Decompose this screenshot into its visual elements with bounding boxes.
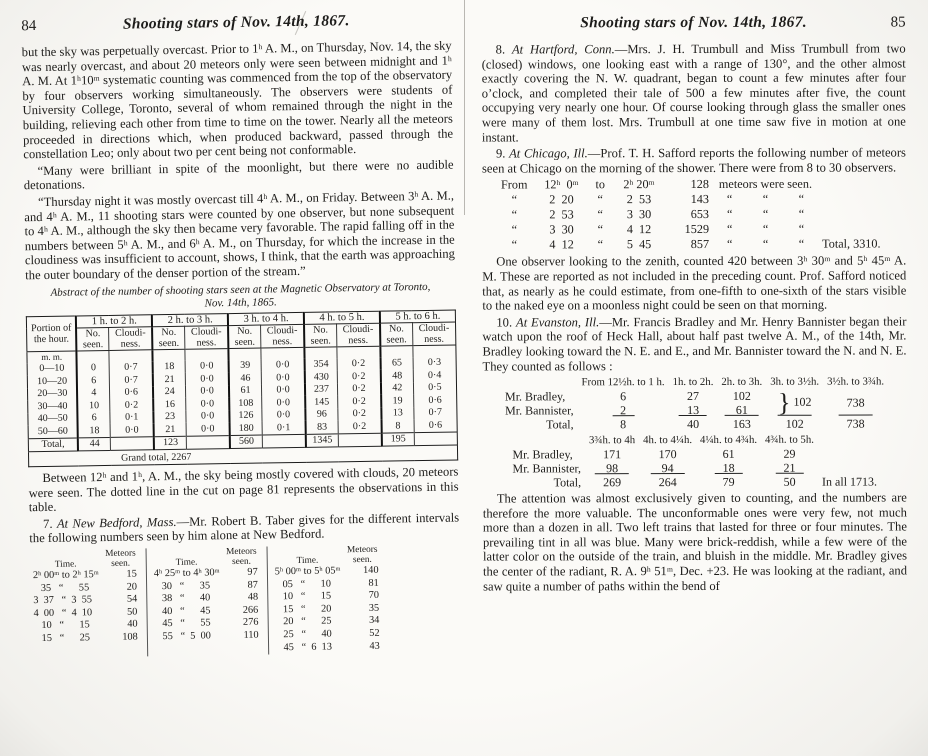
table-cell: 140 xyxy=(363,564,379,576)
table-cell xyxy=(337,346,381,358)
table-cell: 0·0 xyxy=(261,371,305,384)
table-cell: meteors were seen. xyxy=(718,177,813,192)
table-cell: 123 xyxy=(154,436,186,450)
item-place: At Hartford, Conn. xyxy=(511,42,615,57)
table-cell: 50 xyxy=(761,475,818,489)
table-cell: 8 xyxy=(382,419,414,433)
table-cell: 16 xyxy=(153,398,185,411)
table-cell: 27 xyxy=(687,389,700,404)
table-cell: 1529 xyxy=(684,222,710,237)
table-cell: 276 xyxy=(242,616,259,629)
table-cell xyxy=(818,447,881,461)
table-cell: 0·0 xyxy=(262,396,306,409)
page-number: 85 xyxy=(890,14,906,31)
table-row xyxy=(508,447,881,462)
brace-glyph: } xyxy=(777,388,791,418)
table-cell: 79 xyxy=(696,475,761,489)
column-header: 4 h. to 5 h. xyxy=(304,311,380,324)
column-header: From 12½h. to 1 h. xyxy=(581,376,665,389)
column-header: Time. xyxy=(296,555,319,566)
column-header: Time. xyxy=(175,557,198,568)
table-row xyxy=(501,389,888,404)
table-cell: 0·0 xyxy=(186,410,230,423)
item-number: 10. xyxy=(496,315,517,330)
table-cell: 21 xyxy=(783,460,796,475)
table-cell: 0·2 xyxy=(110,398,154,411)
table-row xyxy=(273,640,383,654)
table-cell: 0·2 xyxy=(338,407,382,420)
table-row xyxy=(508,433,881,448)
table-cell: 40 xyxy=(669,417,718,431)
table-cell: 83 xyxy=(306,420,338,434)
table-cell: 94 xyxy=(661,461,674,476)
item-place: At Chicago, Ill. xyxy=(509,146,588,161)
column-header: Meteors seen. xyxy=(105,548,136,569)
table-cell: 38 “ 40 xyxy=(154,592,211,605)
table-cell xyxy=(414,431,457,445)
column-header: No. seen. xyxy=(380,322,413,346)
column-header: 5 h. to 6 h. xyxy=(380,310,456,323)
table-cell: Total, xyxy=(28,437,78,451)
new-bedford-column xyxy=(145,547,262,657)
table-cell: 1345 xyxy=(306,433,338,447)
table-cell: 0·2 xyxy=(337,357,381,370)
column-header: 1 h. to 2 h. xyxy=(76,314,152,327)
column-header: 4¾h. to 5h. xyxy=(765,433,814,446)
table-cell: 3 30 xyxy=(626,207,652,222)
table-row xyxy=(501,417,888,432)
column-header: No. seen. xyxy=(228,325,261,349)
evanston-table-part2 xyxy=(508,433,881,490)
table-cell xyxy=(817,222,928,237)
table-cell: 8 xyxy=(578,417,669,431)
table-cell: 2 53 xyxy=(626,192,652,207)
table-cell: 0·1 xyxy=(110,411,154,424)
column-header xyxy=(501,375,578,389)
table-cell: 143 xyxy=(690,192,709,207)
table-cell: 05 “ 10 xyxy=(274,578,332,590)
paragraph: The attention was almost exclusively given to counting, and the numbers are therefore the more valuable. The unconformable ones were very few, not much more than a dozen in all. Two left trains that lasted for three or four minutes. The prevailing tint in all was blue. Many were brick-reddish, while a few were of the latter color on the outside of the train, and bluish in the middle. Mr. Bradley gives the center of the radiant, R. A. 9ʰ 51ᵐ, Dec. +23. He was looking at the radiant, and saw quite a number of paths within the bend of xyxy=(482,490,908,594)
table-cell: 42 xyxy=(381,382,413,395)
table-cell: 2ʰ 00ᵐ to 2ʰ 15ᵐ xyxy=(32,569,99,582)
table-row xyxy=(30,548,140,570)
table-cell: “ xyxy=(597,222,604,237)
table-cell: 0·0 xyxy=(261,383,305,396)
combined-count: 738 xyxy=(846,395,865,410)
table-cell: 4 00 “ 4 10 xyxy=(33,606,93,619)
running-header xyxy=(482,13,906,32)
paragraph: 9. At Chicago, Ill.—Prof. T. H. Safford reports the following number of meteors seen at Chicago on the morning of the shower. There were from 8 to 30 observers. xyxy=(481,145,906,176)
table-cell xyxy=(77,350,109,362)
table-cell: 87 xyxy=(247,579,258,591)
table-cell: “ xyxy=(511,237,518,252)
table-cell xyxy=(380,345,412,357)
table-cell: 0·6 xyxy=(414,418,457,432)
table-row xyxy=(501,375,888,390)
toronto-observatory-table xyxy=(26,309,458,467)
observer-label: Mr. Bradley, xyxy=(512,447,573,462)
table-cell: 102 xyxy=(766,417,823,431)
item-number: 7. xyxy=(43,516,58,531)
table-cell: 430 xyxy=(305,370,337,383)
table-cell: 48 xyxy=(247,591,259,603)
running-header xyxy=(21,11,451,36)
table-cell: 20—30 xyxy=(37,387,68,400)
table-cell: 0·0 xyxy=(186,422,230,436)
table-cell: 18 xyxy=(78,424,110,438)
table-cell: Total, 3310. xyxy=(822,236,881,252)
table-cell xyxy=(262,434,306,448)
table-cell: 126 xyxy=(230,409,262,422)
evanston-table-part1 xyxy=(501,375,888,432)
table-cell: 0·1 xyxy=(262,421,306,435)
table-cell: 2 xyxy=(620,403,627,418)
table-cell: “ “ “ xyxy=(726,192,805,207)
table-cell: 6 xyxy=(77,374,109,387)
column-header: 4h. to 4¼h. xyxy=(643,434,693,447)
table-cell: 70 xyxy=(368,589,380,602)
table-cell: 0·6 xyxy=(413,393,456,406)
column-header: 2 h. to 3 h. xyxy=(152,313,228,326)
column-header: No. seen. xyxy=(304,323,337,347)
table-cell: 108 xyxy=(229,397,261,410)
table-cell: 6 xyxy=(620,389,627,404)
table-cell: 13 xyxy=(381,407,413,420)
table-cell: 45 “ 6 13 xyxy=(275,641,333,653)
braced-combined-count: } 102 xyxy=(777,388,812,418)
column-header: Meteors seen. xyxy=(226,546,257,568)
table-cell xyxy=(818,461,881,475)
paragraph: 10. At Evanston, Ill.—Mr. Francis Bradley and Mr. Henry Bannister began their watch upon the roof of Heck Hall, about half past twelve A. M., of the 14th, Mr. Bradley looking toward the N. E. and E., and Mr. Bannister toward the N. and N. E. They counted as follows : xyxy=(482,314,907,374)
paragraph: 7. At New Bedford, Mass.—Mr. Robert B. Taber gives for the different intervals the following numbers seen by him alone at New Bedford. xyxy=(29,510,460,546)
table-cell: 15 “ 25 xyxy=(33,632,91,645)
table-cell xyxy=(109,349,153,361)
table-cell: 46 xyxy=(229,372,261,385)
table-cell: 13 xyxy=(687,403,700,418)
table-cell: 97 xyxy=(247,566,258,578)
paragraph: “Many were brilliant in spite of the moonlight, but there were no audible detonations. xyxy=(23,157,454,193)
table-cell: 21 xyxy=(153,373,185,386)
table-cell: 0·0 xyxy=(186,397,230,410)
column-header: Cloudi-ness. xyxy=(260,324,304,348)
table-cell: 10—20 xyxy=(37,375,68,387)
table-cell: 0·0 xyxy=(110,423,154,437)
table-cell: 145 xyxy=(305,395,337,408)
table-cell: 98 xyxy=(606,461,619,476)
page-number: 84 xyxy=(21,18,37,35)
table-cell: 44 xyxy=(78,437,110,451)
table-cell: 24 xyxy=(153,385,185,398)
item-place: At New Bedford, Mass. xyxy=(56,514,177,531)
table-cell xyxy=(229,348,261,360)
paragraph: 8. At Hartford, Conn.—Mrs. J. H. Trumbull and Miss Trumbull from two (closed) windows, one looking east with a range of 130°, and the other almost exactly covering the N. W. quadrant, began to count a few minutes after four o’clock, and completed their tale of 500 a few minutes after five, the count occupying very nearly one hour. Of course looking through glass the smaller ones were many of them lost. Mrs. Trumbull at one time saw five in motion at one instant. xyxy=(481,41,906,145)
table-cell: 857 xyxy=(690,237,710,252)
new-bedford-column xyxy=(266,545,383,655)
table-cell: 15 xyxy=(126,568,137,580)
table-cell: 23 xyxy=(154,410,186,423)
table-cell xyxy=(110,436,154,450)
table-cell: 18 xyxy=(722,460,735,476)
table-cell: “ xyxy=(597,192,603,207)
table-cell: 48 xyxy=(381,369,413,382)
table-cell: 50—60 xyxy=(37,425,68,437)
table-cell: “ “ “ xyxy=(726,207,805,222)
table-cell: 19 xyxy=(381,394,413,407)
table-cell: 10 “ 15 xyxy=(33,619,90,632)
table-cell: 266 xyxy=(242,604,259,616)
table-cell: 0·7 xyxy=(109,361,153,374)
new-bedford-column xyxy=(30,548,142,658)
table-cell: 653 xyxy=(690,207,710,222)
table-cell: From xyxy=(500,177,528,192)
total-label: Total, xyxy=(546,417,574,432)
table-cell: 163 xyxy=(717,417,766,431)
new-bedford-table xyxy=(30,543,462,658)
table-cell: 39 xyxy=(229,359,261,372)
table-cell: 18 xyxy=(153,360,185,373)
table-cell: 0·0 xyxy=(262,408,306,421)
table-cell: 61 xyxy=(722,446,735,462)
table-cell: 110 xyxy=(243,629,259,641)
table-row xyxy=(509,475,882,490)
table-cell: 10 “ 15 xyxy=(274,590,332,603)
column-header: 3h. to 3½h. xyxy=(770,375,820,388)
table-cell: 269 xyxy=(585,475,639,489)
table-cell: 35 xyxy=(368,602,380,614)
column-header: 3¾h. to 4h xyxy=(588,434,636,447)
running-title: Shooting stars of Nov. 14th, 1867. xyxy=(580,13,807,32)
table-cell: 0·3 xyxy=(413,356,456,369)
item-place: At Evanston, Ill. xyxy=(515,314,600,330)
table-cell: 40 “ 45 xyxy=(154,605,211,618)
table-cell: 0·5 xyxy=(413,381,456,394)
column-header: No. seen. xyxy=(76,327,109,351)
table-cell: to xyxy=(595,177,605,192)
table-cell: “ xyxy=(511,207,518,222)
column-header xyxy=(508,433,585,447)
table-cell: 4ʰ 25ᵐ to 4ʰ 30ᵐ xyxy=(153,567,220,580)
table-cell: 0 xyxy=(77,361,109,374)
table-cell: 0—10 xyxy=(39,362,65,375)
table-cell: 0·2 xyxy=(337,370,381,383)
table-cell: “ xyxy=(511,222,518,237)
column-header: 3½h. to 3¾h. xyxy=(827,375,885,388)
table-cell: 6 xyxy=(78,411,110,424)
column-header: Time. xyxy=(54,559,77,570)
paragraph: “Thursday night it was mostly overcast till 4ʰ A. M., on Friday. Between 3ʰ A. M., and 4ʰ A. M., 11 shooting stars were counted by one observer, but none subsequent to 4ʰ A. M., although the sky then became very favorable. The rapid falling off in the numbers between 5ʰ A. M., and 6ʰ A. M., on Thursday, for which the increase in the cloudiness was insufficient to account, shows, I think, that the earth was approaching the outer boundary of the denser portion of the stream.” xyxy=(24,188,456,283)
table-cell xyxy=(185,348,229,360)
table-cell: 195 xyxy=(382,432,414,446)
table-cell: “ xyxy=(511,192,517,207)
table-cell: 21 xyxy=(154,423,186,437)
column-header: Cloudi-ness. xyxy=(109,326,153,350)
column-header: No. seen. xyxy=(152,326,185,350)
table-cell: 560 xyxy=(230,435,262,449)
page-85 xyxy=(464,0,928,756)
table-cell: 738 xyxy=(823,417,888,431)
table-cell: 0·0 xyxy=(261,358,305,371)
table-row xyxy=(272,565,382,579)
item-number: 9. xyxy=(495,146,510,161)
table-cell: 2ʰ 20ᵐ xyxy=(623,177,655,192)
table-cell xyxy=(817,207,928,222)
table-cell: 108 xyxy=(122,631,138,643)
table-cell: 20 xyxy=(126,581,138,593)
table-cell: 264 xyxy=(639,475,696,489)
table-cell: 5 45 xyxy=(626,237,652,252)
table-cell: 43 xyxy=(369,640,380,652)
table-row xyxy=(496,207,928,223)
table-cell: 29 xyxy=(783,446,796,461)
table-cell: 40 xyxy=(127,618,138,631)
paragraph: Between 12ʰ and 1ʰ, A. M., the sky being mostly covered with clouds, 20 meteors were seen. The dotted line in the cut on page 81 represents the observations in this table. xyxy=(28,464,459,515)
total-label: Total, xyxy=(553,475,582,490)
column-header: 2h. to 3h. xyxy=(721,375,763,389)
table-cell: 61 xyxy=(735,402,748,417)
column-header: Cloudi-ness. xyxy=(336,323,380,347)
table-cell: 0·7 xyxy=(109,373,153,386)
table-cell: 3 37 “ 3 55 xyxy=(33,594,93,607)
table-row xyxy=(496,177,928,193)
table-cell xyxy=(817,177,928,192)
running-title: Shooting stars of Nov. 14th, 1867. xyxy=(122,12,350,33)
table-row xyxy=(150,547,260,569)
table-cell: 180 xyxy=(230,422,262,436)
column-header: Cloudi-ness. xyxy=(185,325,229,349)
table-cell: 96 xyxy=(305,408,337,421)
table-cell: 0·0 xyxy=(186,385,230,398)
table-cell: 12ʰ 0ᵐ xyxy=(544,177,579,192)
table-row xyxy=(496,237,928,253)
column-header: 1h. to 2h. xyxy=(672,376,714,389)
table-cell: 30 “ 35 xyxy=(153,579,211,592)
table-cell: 4 xyxy=(77,386,109,399)
table-cell: 171 xyxy=(603,447,622,462)
table-cell xyxy=(261,347,305,359)
table-cell xyxy=(817,192,928,207)
table-cell: 0·2 xyxy=(338,420,382,434)
table-row xyxy=(509,461,882,476)
table-cell: 54 xyxy=(126,593,138,605)
observer-label: Mr. Bannister, xyxy=(512,461,582,476)
table-cell: 52 xyxy=(369,627,380,639)
table-cell: “ xyxy=(597,237,604,252)
table-cell: 5ʰ 00ᵐ to 5ʰ 05ᵐ xyxy=(274,565,341,578)
table-cell: 2 53 xyxy=(549,207,574,222)
table-cell: 2 20 xyxy=(549,192,574,207)
table-cell xyxy=(413,345,456,357)
table-cell: 0·6 xyxy=(110,386,154,399)
table-cell: 34 xyxy=(368,615,380,627)
table-cell: 10 xyxy=(78,399,110,412)
table-cell: “ “ “ xyxy=(726,237,805,252)
table-cell: 170 xyxy=(658,447,677,462)
column-header: Meteors seen. xyxy=(346,544,378,566)
table-cell: 50 xyxy=(127,606,138,618)
table-cell: 45 “ 55 xyxy=(154,617,211,630)
in-all-note: In all 1713. xyxy=(822,474,878,489)
table-cell xyxy=(186,435,230,449)
table-cell: m. m. xyxy=(41,351,63,362)
table-cell: 102 xyxy=(732,388,751,403)
table-cell xyxy=(338,433,382,447)
table-cell: 61 xyxy=(229,384,261,397)
table-cell: 3 30 xyxy=(549,222,574,237)
table-cell: 0·4 xyxy=(413,368,456,381)
table-cell xyxy=(153,349,185,361)
table-cell: 0·0 xyxy=(185,372,229,385)
column-header: Portion of the hour. xyxy=(26,315,76,351)
paragraph: One observer looking to the zenith, counted 420 between 3ʰ 30ᵐ and 5ʰ 45ᵐ A. M. These are reported as not included in the preceding count. Prof. Safford noticed that, as nearly as he could estimate, from one-fifth to one-sixth of the stars visible to the naked eye on a moonless night could be seen on that morning. xyxy=(482,253,907,313)
table-row xyxy=(496,192,928,208)
table-cell: 0·2 xyxy=(337,395,381,408)
observer-label: Mr. Bannister, xyxy=(505,403,574,418)
table-cell xyxy=(304,346,336,358)
column-header xyxy=(818,433,881,447)
table-caption: Abstract of the number of shooting stars seen at the Magnetic Observatory at Toronto, Nov. 14th, 1865. xyxy=(50,280,431,309)
table-cell: “ xyxy=(597,207,603,222)
chicago-counts-table xyxy=(496,177,928,253)
table-cell: 0·0 xyxy=(185,360,229,373)
column-header: Cloudi-ness. xyxy=(412,322,456,346)
table-row xyxy=(271,545,381,567)
table-row xyxy=(496,222,928,238)
table-cell: 128 xyxy=(690,177,709,192)
table-cell: 81 xyxy=(368,577,379,589)
column-header: 3 h. to 4 h. xyxy=(228,312,304,325)
paragraph: but the sky was perpetually overcast. Prior to 1ʰ A. M., on Thursday, Nov. 14, the sky was nearly overcast, and about 20 meteors only were seen between midnight and 1ʰ A. M. At 1ʰ10ᵐ systematic counting was commenced from the top of the observatory by four observers working simultaneously. The observers were students of University College, Toronto, several of whom remained through the night in the building, relieving each other from time to time on the tower. Nearly all the meteors proceeded in directions which, when produced backward, passed through the constellation Leo; only about two per cent being not conformable. xyxy=(21,38,454,162)
column-header: 4¼h. to 4¾h. xyxy=(700,433,758,447)
table-cell: 20 “ 25 xyxy=(275,615,332,628)
item-number: 8. xyxy=(495,42,512,57)
table-cell: 30—40 xyxy=(37,400,68,412)
table-cell: “ “ “ xyxy=(726,222,805,237)
table-cell: 0·2 xyxy=(337,382,381,395)
observer-label: Mr. Bradley, xyxy=(505,389,566,404)
table-cell: 354 xyxy=(305,358,337,371)
table-cell: 4 12 xyxy=(549,237,574,252)
table-cell: 25 “ 40 xyxy=(275,628,332,641)
table-cell: 35 “ 55 xyxy=(33,581,90,594)
grand-total-cell: Grand total, 2267 xyxy=(28,445,457,467)
table-cell: 4 12 xyxy=(626,222,652,237)
table-cell: 15 “ 20 xyxy=(275,603,332,616)
table-cell: 65 xyxy=(381,357,413,370)
table-cell: 0·7 xyxy=(414,406,457,419)
table-cell: 237 xyxy=(305,383,337,396)
table-cell: 40—50 xyxy=(37,412,68,425)
table-row xyxy=(152,630,262,644)
table-row xyxy=(31,631,141,645)
table-cell: 55 “ 5 00 xyxy=(154,630,211,643)
